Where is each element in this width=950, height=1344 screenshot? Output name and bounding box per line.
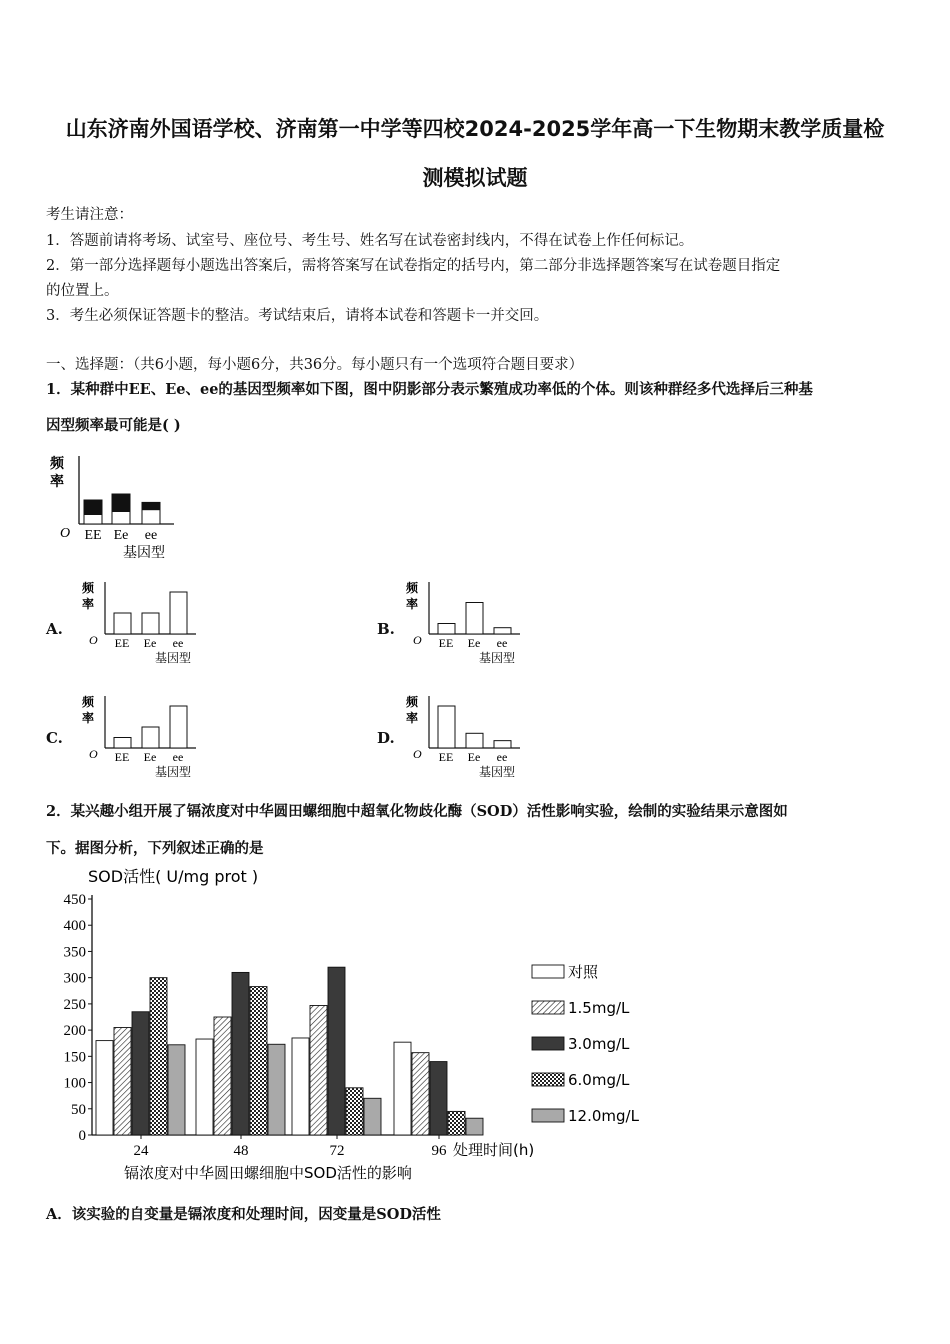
q2-option-a: A．该实验的自变量是镉浓度和处理时间，因变量是SOD活性 bbox=[46, 1206, 441, 1223]
opt-bar-EE bbox=[114, 613, 131, 634]
notice-3: 3．考生必须保证答题卡的整洁。考试结束后，请将本试卷和答题卡一并交回。 bbox=[46, 308, 549, 324]
opt-tick-Ee: Ee bbox=[467, 750, 481, 764]
bar-72h-6.0mg/L bbox=[346, 1088, 363, 1135]
opt-tick-ee: ee bbox=[172, 636, 184, 650]
q1-main-figure bbox=[44, 452, 194, 564]
doc-title-line2: 测模拟试题 bbox=[422, 166, 528, 190]
doc-title-line1: 山东济南外国语学校、济南第一中学等四校2024-2025学年高一下生物期末教学质量检 bbox=[65, 117, 885, 141]
bar-24h-1.5mg/L bbox=[114, 1027, 131, 1135]
x-tick-label-24: 24 bbox=[133, 1143, 149, 1159]
opt-bar-ee bbox=[494, 628, 511, 634]
x-tick-label-72: 72 bbox=[329, 1143, 345, 1159]
bar-96h-对照 bbox=[394, 1042, 411, 1135]
y-tick-label: 50 bbox=[71, 1101, 86, 1118]
bar-24h-3.0mg/L bbox=[132, 1012, 149, 1135]
legend-label-12.0mg/L: 12.0mg/L bbox=[568, 1107, 639, 1125]
legend-swatch-12.0mg/L bbox=[532, 1109, 564, 1122]
opt-tick-Ee: Ee bbox=[467, 636, 481, 650]
y-tick-label: 200 bbox=[63, 1023, 86, 1040]
q1-main-xlabel: 基因型 bbox=[123, 545, 165, 561]
bar-48h-3.0mg/L bbox=[232, 972, 249, 1135]
opt-bar-Ee bbox=[142, 613, 159, 634]
q1-main-bar-shaded-ee bbox=[142, 502, 160, 510]
y-tick-label: 450 bbox=[63, 892, 86, 908]
bar-48h-12.0mg/L bbox=[268, 1044, 285, 1135]
legend-swatch-对照 bbox=[532, 965, 564, 978]
opt-tick-EE: EE bbox=[438, 636, 454, 650]
y-tick-label: 300 bbox=[63, 970, 86, 987]
opt-tick-ee: ee bbox=[496, 750, 508, 764]
q1-option-d-label: D. bbox=[377, 729, 395, 747]
opt-ylabel-2: 率 bbox=[406, 711, 419, 725]
opt-ylabel-1: 频 bbox=[82, 581, 95, 595]
q1-option-b-figure bbox=[402, 578, 532, 668]
opt-xlabel: 基因型 bbox=[154, 765, 192, 779]
q1-option-c-figure bbox=[78, 692, 208, 782]
opt-bar-EE bbox=[438, 624, 455, 635]
opt-origin: O bbox=[413, 633, 422, 647]
opt-tick-Ee: Ee bbox=[143, 750, 157, 764]
opt-tick-EE: EE bbox=[114, 636, 130, 650]
opt-bar-Ee bbox=[466, 733, 483, 748]
y-tick-label: 350 bbox=[63, 944, 86, 961]
y-tick-label: 400 bbox=[63, 918, 86, 935]
opt-xlabel: 基因型 bbox=[478, 651, 516, 665]
legend-label-6.0mg/L: 6.0mg/L bbox=[568, 1071, 630, 1089]
q1-main-ylabel-2: 率 bbox=[50, 474, 64, 490]
x-tick-label-96: 96 bbox=[431, 1143, 447, 1159]
q1-main-origin: O bbox=[60, 526, 71, 541]
q1-option-d-figure bbox=[402, 692, 532, 782]
bar-24h-12.0mg/L bbox=[168, 1045, 185, 1135]
y-tick-label: 100 bbox=[63, 1075, 86, 1092]
opt-ylabel-2: 率 bbox=[82, 597, 95, 611]
opt-bar-EE bbox=[438, 706, 455, 748]
q1-option-c-label: C. bbox=[46, 729, 63, 747]
legend-swatch-3.0mg/L bbox=[532, 1037, 564, 1050]
notice-1: 1．答题前请将考场、试室号、座位号、考生号、姓名写在试卷密封线内，不得在试卷上作任何标记。 bbox=[46, 233, 694, 249]
opt-bar-Ee bbox=[466, 603, 483, 635]
opt-origin: O bbox=[89, 633, 98, 647]
opt-ylabel-2: 率 bbox=[82, 711, 95, 725]
bar-96h-3.0mg/L bbox=[430, 1062, 447, 1135]
legend-swatch-1.5mg/L bbox=[532, 1001, 564, 1014]
q1-main-tick-Ee: Ee bbox=[113, 528, 129, 543]
bar-72h-1.5mg/L bbox=[310, 1005, 327, 1135]
bar-24h-6.0mg/L bbox=[150, 978, 167, 1135]
q1-stem-line1: 1．某种群中EE、Ee、ee的基因型频率如下图，图中阴影部分表示繁殖成功率低的个体。则该种群经多代选择后三种基 bbox=[46, 381, 813, 398]
q2-stem-line2: 下。据图分析，下列叙述正确的是 bbox=[46, 840, 264, 857]
bar-96h-12.0mg/L bbox=[466, 1118, 483, 1135]
opt-origin: O bbox=[89, 747, 98, 761]
q1-main-tick-ee: ee bbox=[144, 528, 158, 543]
bar-48h-6.0mg/L bbox=[250, 987, 267, 1135]
notice-2: 2．第一部分选择题每小题选出答案后，需将答案写在试卷指定的括号内，第二部分非选择题答案写在试卷题目指定 bbox=[46, 258, 781, 274]
bar-96h-1.5mg/L bbox=[412, 1053, 429, 1135]
chart-xlabel: 处理时间(h) bbox=[453, 1141, 535, 1159]
opt-bar-ee bbox=[170, 592, 187, 634]
chart-title: SOD活性( U/mg prot ) bbox=[88, 867, 259, 886]
q1-option-a-label: A. bbox=[46, 620, 63, 638]
legend-label-1.5mg/L: 1.5mg/L bbox=[568, 999, 630, 1017]
legend-label-3.0mg/L: 3.0mg/L bbox=[568, 1035, 630, 1053]
opt-ylabel-1: 频 bbox=[406, 695, 419, 709]
opt-tick-EE: EE bbox=[114, 750, 130, 764]
bar-48h-1.5mg/L bbox=[214, 1017, 231, 1135]
x-tick-label-48: 48 bbox=[233, 1143, 249, 1159]
opt-tick-ee: ee bbox=[172, 750, 184, 764]
y-tick-label: 0 bbox=[78, 1128, 86, 1144]
y-tick-label: 150 bbox=[63, 1049, 86, 1066]
opt-ylabel-2: 率 bbox=[406, 597, 419, 611]
q1-option-b-label: B. bbox=[377, 620, 395, 638]
opt-ylabel-1: 频 bbox=[406, 581, 419, 595]
q1-main-tick-EE: EE bbox=[84, 528, 102, 543]
legend-label-对照: 对照 bbox=[568, 963, 599, 981]
opt-bar-EE bbox=[114, 738, 131, 749]
q1-option-a-figure bbox=[78, 578, 208, 668]
opt-origin: O bbox=[413, 747, 422, 761]
q1-main-bar-shaded-Ee bbox=[112, 494, 130, 512]
opt-bar-Ee bbox=[142, 727, 159, 748]
chart-caption: 镉浓度对中华圆田螺细胞中SOD活性的影响 bbox=[124, 1164, 412, 1182]
q2-stem-line1: 2．某兴趣小组开展了镉浓度对中华圆田螺细胞中超氧化物歧化酶（SOD）活性影响实验，绘制的实验结果示意图如 bbox=[46, 803, 788, 820]
opt-xlabel: 基因型 bbox=[154, 651, 192, 665]
opt-bar-ee bbox=[494, 741, 511, 748]
bar-96h-6.0mg/L bbox=[448, 1111, 465, 1135]
q1-stem-line2: 因型频率最可能是( ) bbox=[46, 417, 181, 434]
opt-tick-ee: ee bbox=[496, 636, 508, 650]
bar-24h-对照 bbox=[96, 1041, 113, 1135]
q1-main-bar-shaded-EE bbox=[84, 500, 102, 515]
bar-72h-12.0mg/L bbox=[364, 1098, 381, 1135]
opt-bar-ee bbox=[170, 706, 187, 748]
opt-tick-Ee: Ee bbox=[143, 636, 157, 650]
section-heading: 一、选择题：（共6小题，每小题6分，共36分。每小题只有一个选项符合题目要求） bbox=[46, 357, 584, 373]
notice-heading: 考生请注意： bbox=[46, 207, 133, 223]
notice-2-cont: 的位置上。 bbox=[46, 283, 119, 299]
bar-48h-对照 bbox=[196, 1039, 213, 1135]
y-tick-label: 250 bbox=[63, 996, 86, 1013]
legend-swatch-6.0mg/L bbox=[532, 1073, 564, 1086]
q1-main-ylabel-1: 频 bbox=[50, 456, 64, 472]
opt-ylabel-1: 频 bbox=[82, 695, 95, 709]
opt-xlabel: 基因型 bbox=[478, 765, 516, 779]
bar-72h-3.0mg/L bbox=[328, 967, 345, 1135]
sod-bar-chart bbox=[40, 860, 660, 1190]
opt-tick-EE: EE bbox=[438, 750, 454, 764]
bar-72h-对照 bbox=[292, 1038, 309, 1135]
